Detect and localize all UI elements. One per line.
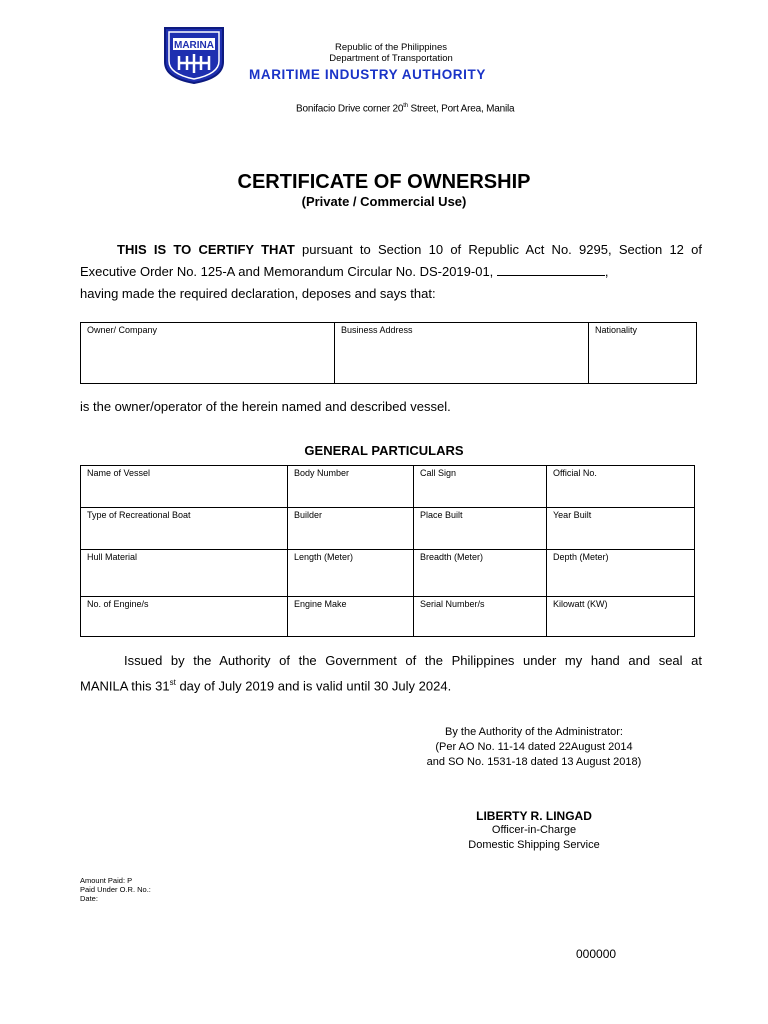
table-cell: Body Number — [288, 466, 414, 508]
table-cell: No. of Engine/s — [81, 597, 288, 637]
table-cell: Depth (Meter) — [547, 550, 695, 597]
paid-under-label: Paid Under O.R. No.: — [80, 885, 151, 894]
table-cell: Breadth (Meter) — [414, 550, 547, 597]
table-cell: Kilowatt (KW) — [547, 597, 695, 637]
amount-paid-label: Amount Paid: P — [80, 876, 133, 885]
logo-text: MARINA — [174, 40, 214, 51]
marina-logo — [161, 26, 227, 84]
table-cell: Length (Meter) — [288, 550, 414, 597]
table-cell: Serial Number/s — [414, 597, 547, 637]
business-address-cell: Business Address — [335, 323, 589, 384]
page-subtitle: (Private / Commercial Use) — [301, 194, 467, 209]
certify-line-2: Executive Order No. 125-A and Memorandum Circular No. DS-2019-01, , — [80, 264, 609, 279]
republic-text: Republic of the Philippines — [335, 42, 447, 53]
signer-office: Domestic Shipping Service — [468, 839, 600, 851]
signer-name: LIBERTY R. LINGAD — [476, 809, 592, 823]
signer-title: Officer-in-Charge — [491, 824, 577, 836]
table-row — [81, 597, 695, 637]
blank-field — [497, 263, 605, 276]
table-cell: Engine Make — [288, 597, 414, 637]
department-text: Department of Transportation — [329, 53, 453, 64]
table-cell: Official No. — [547, 466, 695, 508]
table-cell: Call Sign — [414, 466, 547, 508]
admin-order: (Per AO No. 11-14 dated 22August 2014 — [435, 741, 633, 753]
date-label: Date: — [80, 894, 98, 903]
certify-line-3: having made the required declaration, deposes and says that: — [80, 286, 436, 301]
particulars-table — [80, 465, 695, 637]
page-title: CERTIFICATE OF OWNERSHIP — [237, 171, 531, 193]
owner-statement: is the owner/operator of the herein named and described vessel. — [80, 399, 451, 414]
table-cell: Year Built — [547, 508, 695, 550]
owner-company-cell: Owner/ Company — [81, 323, 335, 384]
table-cell: Name of Vessel — [81, 466, 288, 508]
table-cell: Builder — [288, 508, 414, 550]
owner-table — [80, 322, 697, 384]
nationality-cell: Nationality — [589, 323, 697, 384]
table-row — [81, 466, 695, 508]
general-particulars-title: GENERAL PARTICULARS — [304, 443, 464, 458]
certify-line-1: THIS IS TO CERTIFY THAT pursuant to Section 10 of Republic Act No. 9295, Section 12 of — [117, 242, 702, 257]
serial-number: 000000 — [576, 947, 617, 961]
table-cell: Hull Material — [81, 550, 288, 597]
issued-line-1: Issued by the Authority of the Government of the Philippines under my hand and seal at — [124, 653, 702, 668]
authority-name: MARITIME INDUSTRY AUTHORITY — [249, 67, 486, 82]
table-row — [81, 508, 695, 550]
special-order: and SO No. 1531-18 dated 13 August 2018) — [426, 756, 642, 768]
office-address: Bonifacio Drive corner 20th Street, Port Area, Manila — [296, 103, 515, 115]
table-row — [81, 550, 695, 597]
table-cell: Type of Recreational Boat — [81, 508, 288, 550]
table-cell: Place Built — [414, 508, 547, 550]
issued-line-2: MANILA this 31st day of July 2019 and is valid until 30 July 2024. — [80, 678, 452, 694]
admin-authority: By the Authority of the Administrator: — [445, 726, 623, 738]
